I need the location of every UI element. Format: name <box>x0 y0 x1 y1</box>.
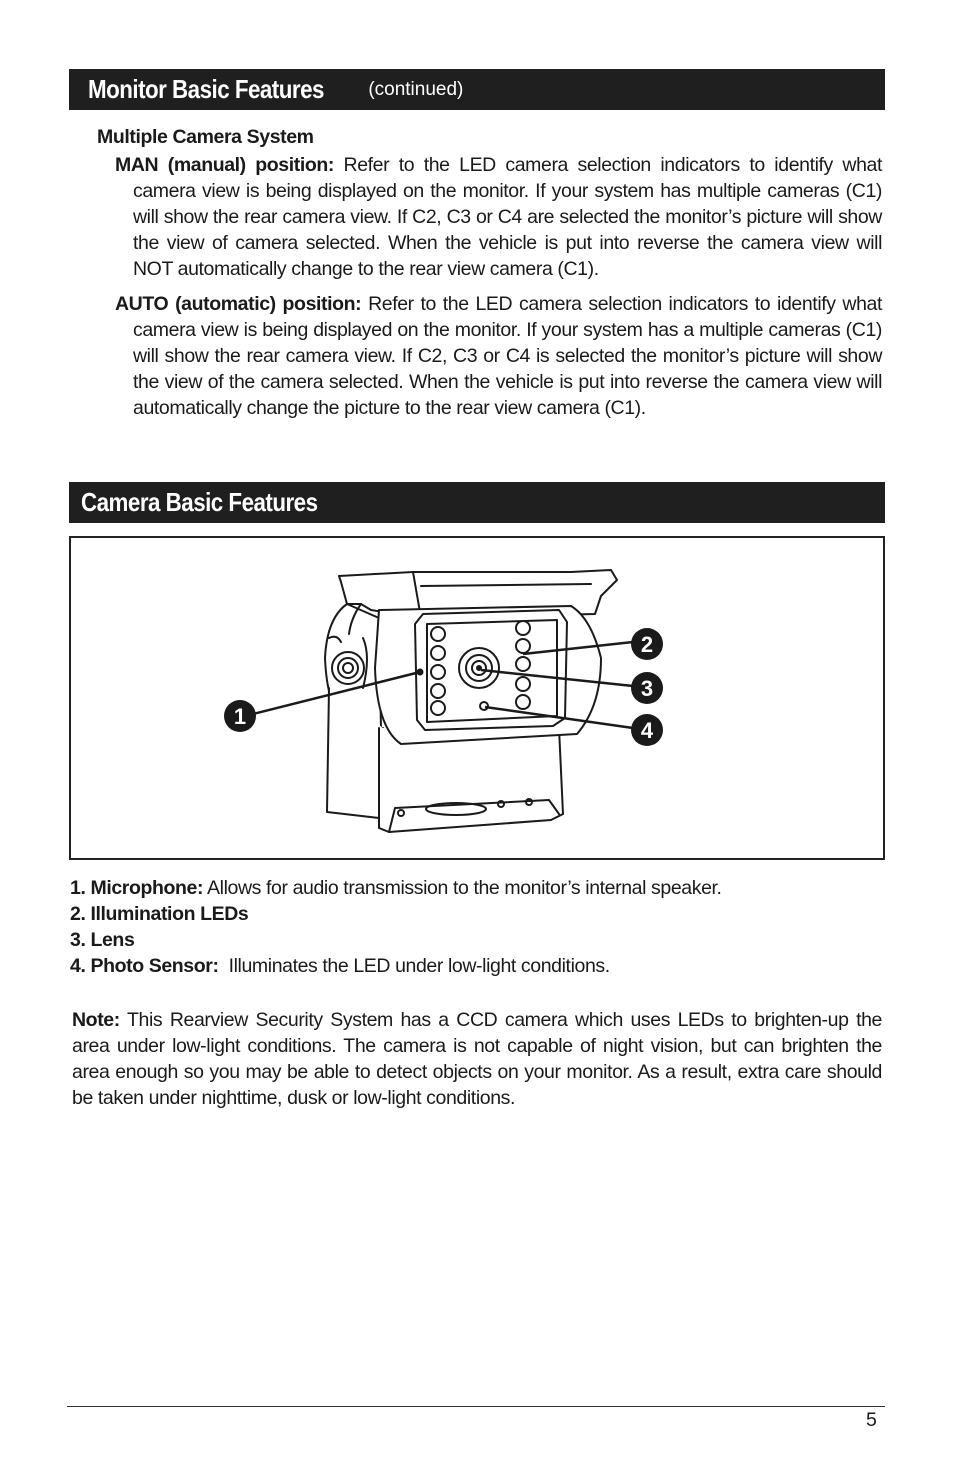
section-title-suffix: (continued) <box>368 78 464 100</box>
item-label: 3. Lens <box>70 929 135 951</box>
section-header-camera <box>69 482 885 523</box>
auto-label: AUTO (automatic) position: <box>115 293 362 315</box>
callout-4 <box>631 714 663 746</box>
man-label: MAN (manual) position: <box>115 154 335 176</box>
footer-divider <box>67 1406 885 1407</box>
section-title: Monitor Basic Features <box>88 74 324 104</box>
callout-2 <box>631 628 663 660</box>
callout-1 <box>224 700 256 732</box>
svg-text:1: 1 <box>233 704 247 729</box>
auto-position-paragraph <box>115 291 882 421</box>
note-paragraph <box>72 1007 882 1111</box>
camera-illustration <box>71 538 883 858</box>
page-number: 5 <box>866 1409 877 1431</box>
list-item <box>70 901 722 927</box>
item-text: Illuminates the LED under low-light conditions. <box>228 955 610 977</box>
note-text: This Rearview Security System has a CCD camera which uses LEDs to brighten-up the area under low-light conditions. The camera is not capable of night vision, but can brighten the area enough so you may be able to detect objects on your monitor. As a result, extra care should be taken under nighttime, dusk or low-light conditions. <box>72 1009 883 1109</box>
list-item <box>70 927 722 953</box>
auto-text: Refer to the LED camera selection indicators to identify what camera view is being displayed on the monitor. If your system has a multiple cameras (C1) will show the rear camera view. If C2, C3 or C4 is selected the monitor’s picture will show the view of the camera selected. When the vehicle is put into reverse the camera view will automatically change the picture to the rear view camera (C1). <box>133 293 882 419</box>
item-label: 1. Microphone: <box>70 877 204 899</box>
section-title: Camera Basic Features <box>81 487 318 517</box>
item-text: Allows for audio transmission to the monitor’s internal speaker. <box>207 877 722 899</box>
svg-text:3: 3 <box>640 676 654 701</box>
man-position-paragraph <box>115 152 882 282</box>
item-label: 4. Photo Sensor: <box>70 955 219 977</box>
callout-3 <box>631 672 663 704</box>
camera-figure <box>69 536 885 860</box>
note-label: Note: <box>72 1009 120 1031</box>
list-item <box>70 875 722 901</box>
subheading: Multiple Camera System <box>97 126 314 148</box>
man-text: Refer to the LED camera selection indicators to identify what camera view is being displayed on the monitor. If your system has multiple cameras (C1) will show the rear camera view. If C2, C3 or C4 are selected the monitor’s picture will show the view of camera selected. When the vehicle is put into reverse the camera view will NOT automatically change to the rear view camera (C1). <box>133 154 882 280</box>
section-header-monitor <box>69 69 885 110</box>
svg-text:4: 4 <box>640 718 654 743</box>
list-item <box>70 953 722 979</box>
feature-list <box>70 875 722 979</box>
svg-text:2: 2 <box>640 632 654 657</box>
item-label: 2. Illumination LEDs <box>70 903 249 925</box>
